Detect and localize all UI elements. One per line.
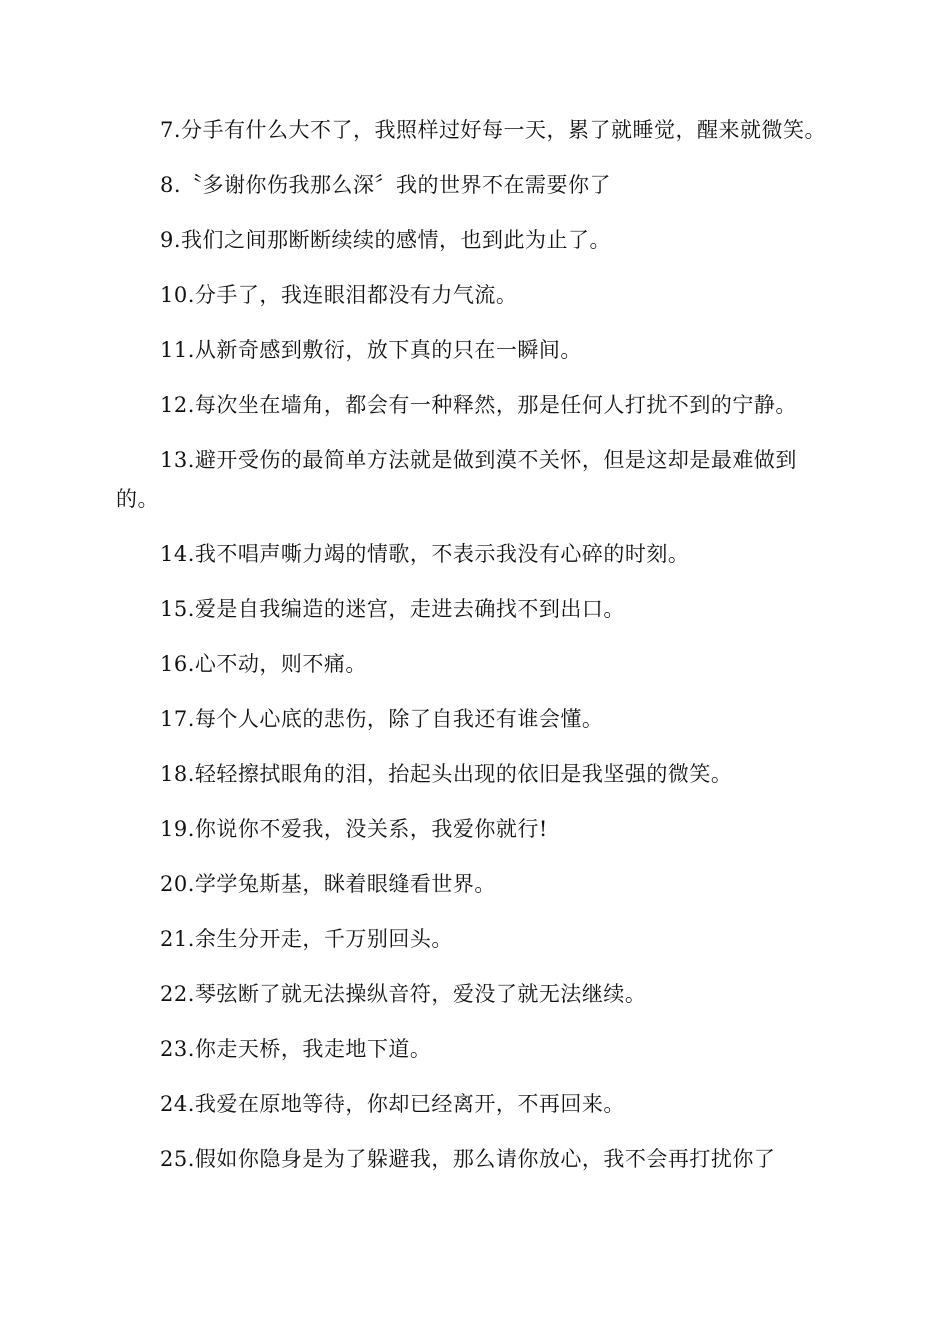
- paragraph-8: 8.〝多谢你伤我那么深〞我的世界不在需要你了: [160, 173, 612, 197]
- paragraph-18: 18.轻轻擦拭眼角的泪，抬起头出现的依旧是我坚强的微笑。: [160, 762, 733, 786]
- paragraph-9: 9.我们之间那断断续续的感情，也到此为止了。: [160, 228, 612, 252]
- paragraph-23: 23.你走天桥，我走地下道。: [160, 1037, 432, 1061]
- paragraph-15: 15.爱是自我编造的迷宫，走进去确找不到出口。: [160, 597, 625, 621]
- paragraph-10: 10.分手了，我连眼泪都没有力气流。: [160, 283, 518, 307]
- paragraph-14: 14.我不唱声嘶力竭的情歌，不表示我没有心碎的时刻。: [160, 542, 690, 566]
- paragraph-25: 25.假如你隐身是为了躲避我，那么请你放心，我不会再打扰你了: [160, 1147, 776, 1171]
- paragraph-24: 24.我爱在原地等待，你却已经离开，不再回来。: [160, 1092, 625, 1116]
- paragraph-22: 22.琴弦断了就无法操纵音符，爱没了就无法继续。: [160, 982, 647, 1006]
- paragraph-11: 11.从新奇感到敷衍，放下真的只在一瞬间。: [160, 338, 582, 362]
- paragraph-12: 12.每次坐在墙角，都会有一种释然，那是任何人打扰不到的宁静。: [160, 393, 797, 417]
- paragraph-21: 21.余生分开走，千万别回头。: [160, 927, 453, 951]
- paragraph-17: 17.每个人心底的悲伤，除了自我还有谁会懂。: [160, 707, 604, 731]
- paragraph-20: 20.学学兔斯基，眯着眼缝看世界。: [160, 872, 496, 896]
- paragraph-19: 19.你说你不爱我，没关系，我爱你就行!: [160, 817, 548, 841]
- paragraph-13: 13.避开受伤的最简单方法就是做到漠不关怀，但是这却是最难做到的。: [116, 448, 797, 511]
- paragraph-16: 16.心不动，则不痛。: [160, 652, 367, 676]
- paragraph-7: 7.分手有什么大不了，我照样过好每一天，累了就睡觉，醒来就微笑。: [160, 118, 827, 142]
- document-body: [116, 111, 836, 1195]
